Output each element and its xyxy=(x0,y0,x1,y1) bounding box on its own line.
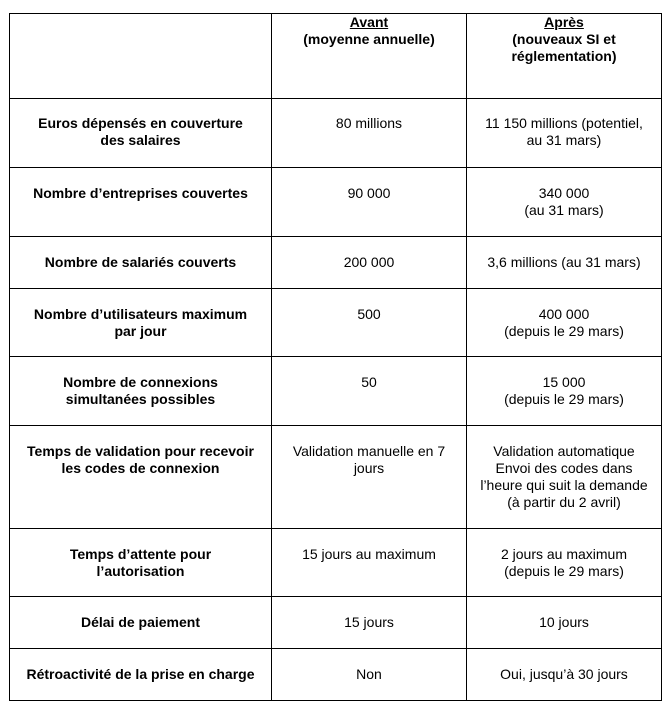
before-value-cell xyxy=(272,357,467,426)
after-value-cell xyxy=(467,357,662,426)
before-value-cell xyxy=(272,597,467,649)
table-row xyxy=(10,529,662,597)
table-row xyxy=(10,168,662,237)
row-label-cell xyxy=(10,529,272,597)
before-value-cell xyxy=(272,289,467,357)
after-value-text: au 31 mars) xyxy=(526,132,602,148)
row-label-text: simultanées possibles xyxy=(65,391,216,407)
after-value-text: (depuis le 29 mars) xyxy=(504,563,624,579)
before-value-cell xyxy=(272,426,467,529)
before-value-text: 200 000 xyxy=(343,254,395,270)
after-value-text: 340 000 xyxy=(538,185,590,201)
after-value-cell xyxy=(467,597,662,649)
after-value-text: 11 150 millions (potentiel, xyxy=(485,115,643,131)
after-value-text: (depuis le 29 mars) xyxy=(504,323,624,339)
table-header-row xyxy=(10,14,662,99)
before-value-text: 500 xyxy=(357,306,381,322)
after-value-text: (à partir du 2 avril) xyxy=(507,494,621,510)
after-value-text: 15 000 xyxy=(542,374,586,390)
before-value-cell xyxy=(272,529,467,597)
after-value-text: l’heure qui suit la demande xyxy=(480,477,648,493)
after-value-cell xyxy=(467,289,662,357)
after-value-text: 400 000 xyxy=(538,306,590,322)
row-label-cell xyxy=(10,99,272,168)
table-row xyxy=(10,289,662,357)
after-value-text: 10 jours xyxy=(539,614,589,630)
before-value-text: 15 jours xyxy=(344,614,394,630)
before-value-text: 15 jours au maximum xyxy=(302,546,436,562)
after-value-text: (au 31 mars) xyxy=(524,202,604,218)
table-row xyxy=(10,597,662,649)
before-value-cell xyxy=(272,168,467,237)
row-label-text: des salaires xyxy=(100,132,181,148)
table-row xyxy=(10,357,662,426)
after-value-cell xyxy=(467,529,662,597)
header-after-subtitle: (nouveaux SI et xyxy=(512,31,616,47)
before-value-cell xyxy=(272,99,467,168)
row-label-text: Nombre de salariés couverts xyxy=(44,254,237,270)
before-value-text: 90 000 xyxy=(347,185,391,201)
before-value-text: 80 millions xyxy=(335,115,403,131)
row-label-cell xyxy=(10,649,272,701)
after-value-text: (depuis le 29 mars) xyxy=(504,391,624,407)
row-label-text: Rétroactivité de la prise en charge xyxy=(26,666,255,682)
row-label-cell xyxy=(10,168,272,237)
before-value-cell xyxy=(272,237,467,289)
comparison-table xyxy=(9,13,662,701)
after-value-cell xyxy=(467,649,662,701)
before-value-cell xyxy=(272,649,467,701)
row-label-cell xyxy=(10,237,272,289)
header-before-subtitle: (moyenne annuelle) xyxy=(303,31,435,47)
row-label-text: l’autorisation xyxy=(96,563,185,579)
before-value-text: Non xyxy=(356,666,382,682)
row-label-text: Nombre d’utilisateurs maximum xyxy=(33,306,248,322)
header-after-subtitle: réglementation) xyxy=(511,48,617,64)
row-label-cell xyxy=(10,289,272,357)
row-label-text: Délai de paiement xyxy=(80,614,201,630)
after-value-cell xyxy=(467,426,662,529)
header-before-cell xyxy=(272,14,467,99)
row-label-text: par jour xyxy=(114,323,167,339)
row-label-text: Temps de validation pour recevoir xyxy=(27,443,254,459)
row-label-text: Temps d’attente pour xyxy=(69,546,212,562)
after-value-cell xyxy=(467,99,662,168)
table-row xyxy=(10,426,662,529)
after-value-cell xyxy=(467,237,662,289)
row-label-cell xyxy=(10,426,272,529)
row-label-text: Euros dépensés en couverture xyxy=(38,115,243,131)
table-row xyxy=(10,237,662,289)
table-row xyxy=(10,99,662,168)
after-value-text: Envoi des codes dans xyxy=(495,460,633,476)
row-label-cell xyxy=(10,597,272,649)
before-value-text: jours xyxy=(353,460,385,476)
row-label-text: Nombre d’entreprises couvertes xyxy=(33,185,248,201)
header-after-cell xyxy=(467,14,662,99)
row-label-text: les codes de connexion xyxy=(61,460,220,476)
before-value-text: 50 xyxy=(361,374,377,390)
after-value-text: Validation automatique xyxy=(493,443,635,459)
header-after-title: Après xyxy=(544,14,584,30)
row-label-cell xyxy=(10,357,272,426)
after-value-text: Oui, jusqu’à 30 jours xyxy=(500,666,628,682)
after-value-cell xyxy=(467,168,662,237)
header-before-title: Avant xyxy=(349,14,389,30)
table-row xyxy=(10,649,662,701)
row-label-text: Nombre de connexions xyxy=(63,374,218,390)
header-empty-cell xyxy=(10,14,272,99)
after-value-text: 2 jours au maximum xyxy=(500,546,628,562)
before-value-text: Validation manuelle en 7 xyxy=(292,443,446,459)
after-value-text: 3,6 millions (au 31 mars) xyxy=(487,254,641,270)
